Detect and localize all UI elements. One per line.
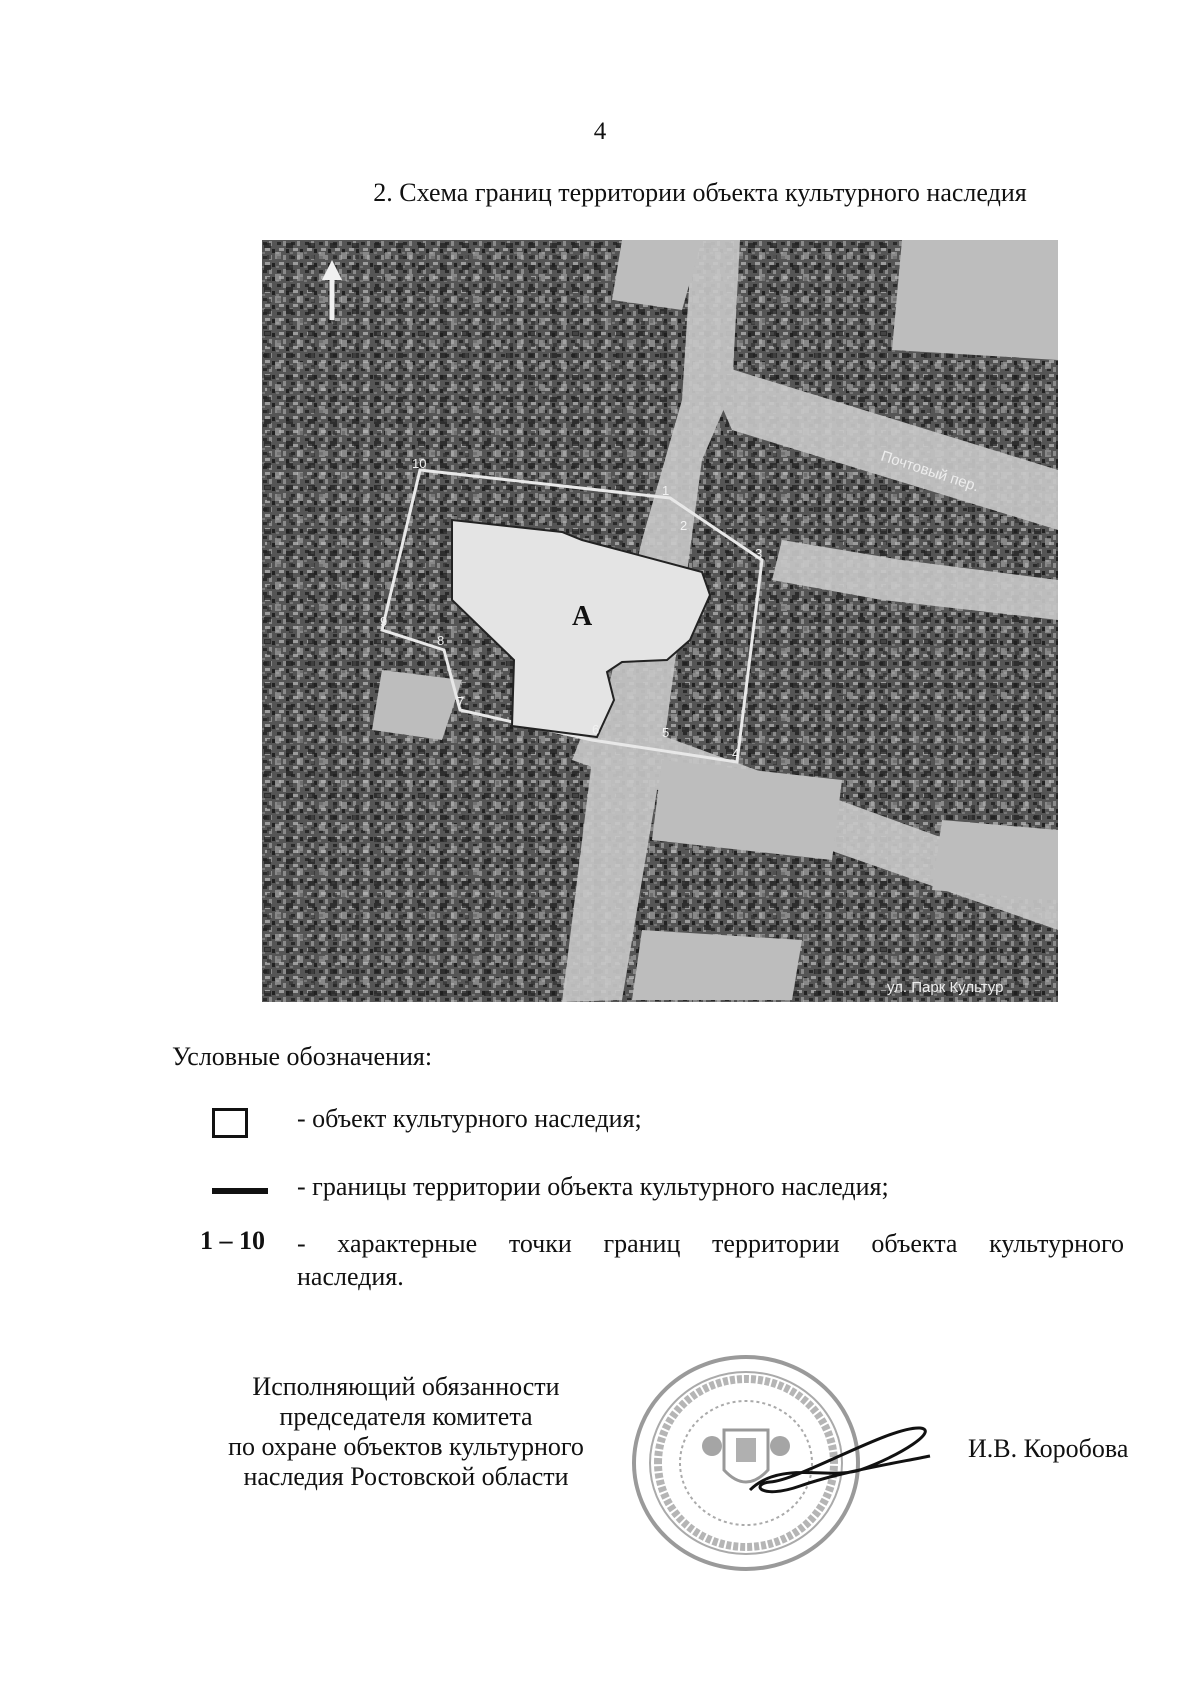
legend-item-text: - границы территории объекта культурного наследия; [297,1172,889,1201]
signer-position-line: по охране объектов культурного [228,1432,584,1461]
boundary-point-2: 2 [680,518,688,533]
boundary-point-3: 3 [755,546,763,561]
legend-title: Условные обозначения: [172,1042,433,1071]
building-label: А [572,601,593,632]
boundary-point-4: 4 [732,746,740,761]
legend-points-text-continued: наследия. [297,1262,404,1291]
boundary-point-6: 6 [592,722,600,737]
signer-name: И.В. Коробова [968,1434,1129,1463]
aerial-map [262,240,1058,1002]
legend-item-text: - объект культурного наследия; [297,1104,642,1133]
page-number: 4 [593,118,607,145]
legend-heritage-object-symbol [212,1108,248,1138]
boundary-point-5: 5 [662,725,670,740]
signer-position-line: наследия Ростовской области [243,1462,569,1491]
legend-points-text: - характерные точки границ территории объекта культурного [297,1229,1124,1258]
street-label-park: ул. Парк Культур [887,979,1004,996]
scheme-title: 2. Схема границ территории объекта культурного наследия [373,178,1027,207]
boundary-point-7: 7 [457,694,465,709]
signer-position-line: Исполняющий обязанности [252,1372,560,1401]
boundary-point-9: 9 [380,614,388,629]
boundary-point-8: 8 [437,633,445,648]
boundary-point-1: 1 [662,483,670,498]
legend-points-symbol: 1 – 10 [200,1226,265,1255]
signer-position [196,1372,616,1492]
handwritten-signature [740,1420,940,1510]
street-label-pochtovy: Почтовый пер. [878,447,981,496]
legend-boundary-symbol [212,1188,268,1194]
boundary-point-10: 10 [412,456,427,471]
signer-position-line: председателя комитета [279,1402,533,1431]
